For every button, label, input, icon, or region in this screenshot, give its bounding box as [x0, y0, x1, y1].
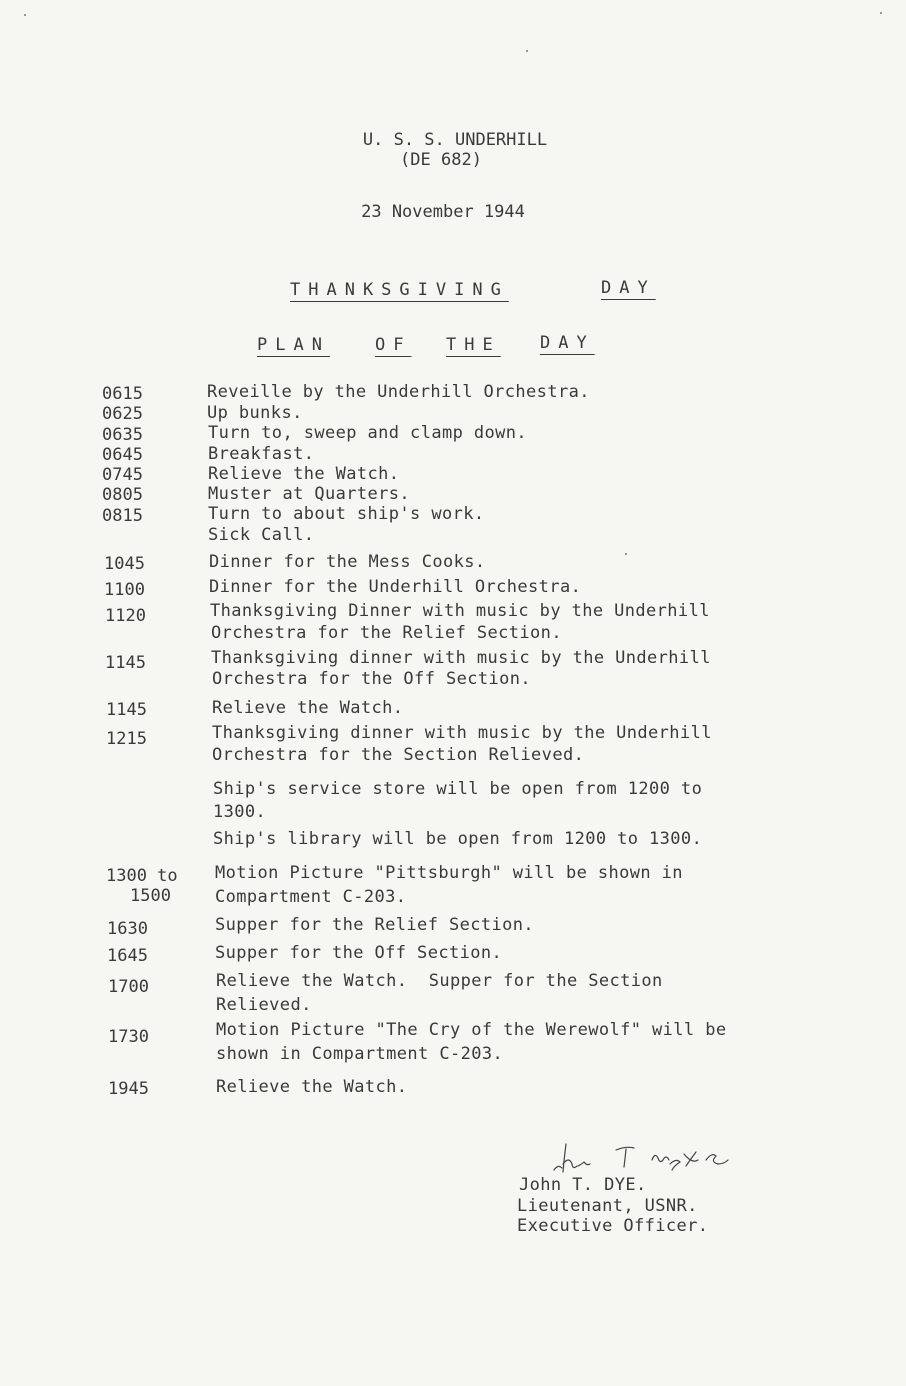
entry-0625: Up bunks. — [207, 403, 303, 423]
time-1145-b: 1145 — [106, 700, 147, 720]
time-1120: 1120 — [105, 606, 146, 626]
memo-date: 23 November 1944 — [361, 202, 525, 222]
time-0805: 0805 — [102, 485, 143, 505]
paper-speck — [24, 14, 26, 16]
time-1645: 1645 — [107, 946, 148, 966]
paper-speck — [526, 50, 528, 52]
entry-1145-b: Relieve the Watch. — [212, 698, 404, 718]
notice-store-line1: Ship's service store will be open from 1200 to — [213, 779, 703, 799]
entry-1945: Relieve the Watch. — [216, 1077, 408, 1097]
time-0635: 0635 — [102, 425, 143, 445]
time-1945: 1945 — [108, 1079, 149, 1099]
plan-word-2: OF — [375, 335, 412, 355]
time-1300: 1300 to — [106, 866, 178, 886]
paper-speck — [625, 553, 627, 555]
time-1100: 1100 — [104, 580, 145, 600]
time-0615: 0615 — [102, 384, 143, 404]
title-thanksgiving: THANKSGIVING — [290, 280, 509, 300]
entry-1730-line2: shown in Compartment C-203. — [216, 1044, 504, 1064]
time-1730: 1730 — [108, 1027, 149, 1047]
paper-speck — [880, 12, 882, 14]
plan-word-3: THE — [446, 335, 501, 355]
entry-1145-a-line1: Thanksgiving dinner with music by the Underhill — [211, 648, 711, 668]
handwritten-signature — [548, 1140, 738, 1180]
time-1500: 1500 — [130, 886, 171, 906]
notice-library: Ship's library will be open from 1200 to 1300. — [213, 829, 703, 849]
time-1045: 1045 — [104, 554, 145, 574]
entry-1700-line1: Relieve the Watch. Supper for the Section — [216, 971, 663, 991]
signer-title: Executive Officer. — [517, 1216, 709, 1236]
ship-name: U. S. S. UNDERHILL — [362, 130, 548, 150]
time-0625: 0625 — [102, 404, 143, 424]
plan-word-1: PLAN — [257, 335, 330, 355]
entry-1730-line1: Motion Picture "The Cry of the Werewolf" will be — [216, 1020, 727, 1040]
entry-1120-line1: Thanksgiving Dinner with music by the Underhill — [210, 601, 710, 621]
signer-name: John T. DYE. — [519, 1175, 647, 1195]
time-0745: 0745 — [102, 465, 143, 485]
entry-0815-line2: Sick Call. — [208, 525, 315, 545]
time-1630: 1630 — [107, 919, 148, 939]
entry-0635: Turn to, sweep and clamp down. — [208, 423, 528, 443]
entry-1630: Supper for the Relief Section. — [215, 915, 535, 935]
entry-1700-line2: Relieved. — [216, 995, 312, 1015]
time-1145-a: 1145 — [105, 653, 146, 673]
signer-rank: Lieutenant, USNR. — [517, 1196, 698, 1216]
title-day: DAY — [601, 278, 656, 298]
notice-store-line2: 1300. — [213, 802, 267, 822]
entry-1215-line1: Thanksgiving dinner with music by the Underhill — [212, 723, 712, 743]
entry-1100: Dinner for the Underhill Orchestra. — [209, 577, 582, 597]
entry-0745: Relieve the Watch. — [208, 464, 400, 484]
entry-0815-line1: Turn to about ship's work. — [208, 504, 485, 524]
entry-1645: Supper for the Off Section. — [215, 943, 503, 963]
entry-0805: Muster at Quarters. — [208, 484, 411, 504]
entry-0645: Breakfast. — [208, 444, 315, 464]
time-1700: 1700 — [108, 977, 149, 997]
entry-1300-line2: Compartment C-203. — [215, 887, 407, 907]
time-1215: 1215 — [106, 729, 147, 749]
entry-1215-line2: Orchestra for the Section Relieved. — [212, 745, 585, 765]
entry-1145-a-line2: Orchestra for the Off Section. — [212, 669, 532, 689]
entry-1120-line2: Orchestra for the Relief Section. — [211, 623, 562, 643]
entry-1300-line1: Motion Picture "Pittsburgh" will be shown in — [215, 863, 683, 883]
entry-1045: Dinner for the Mess Cooks. — [209, 552, 486, 572]
time-0645: 0645 — [102, 445, 143, 465]
time-0815: 0815 — [102, 506, 143, 526]
plan-word-4: DAY — [540, 333, 595, 353]
hull-number: (DE 682) — [400, 150, 482, 170]
entry-0615: Reveille by the Underhill Orchestra. — [207, 382, 590, 402]
